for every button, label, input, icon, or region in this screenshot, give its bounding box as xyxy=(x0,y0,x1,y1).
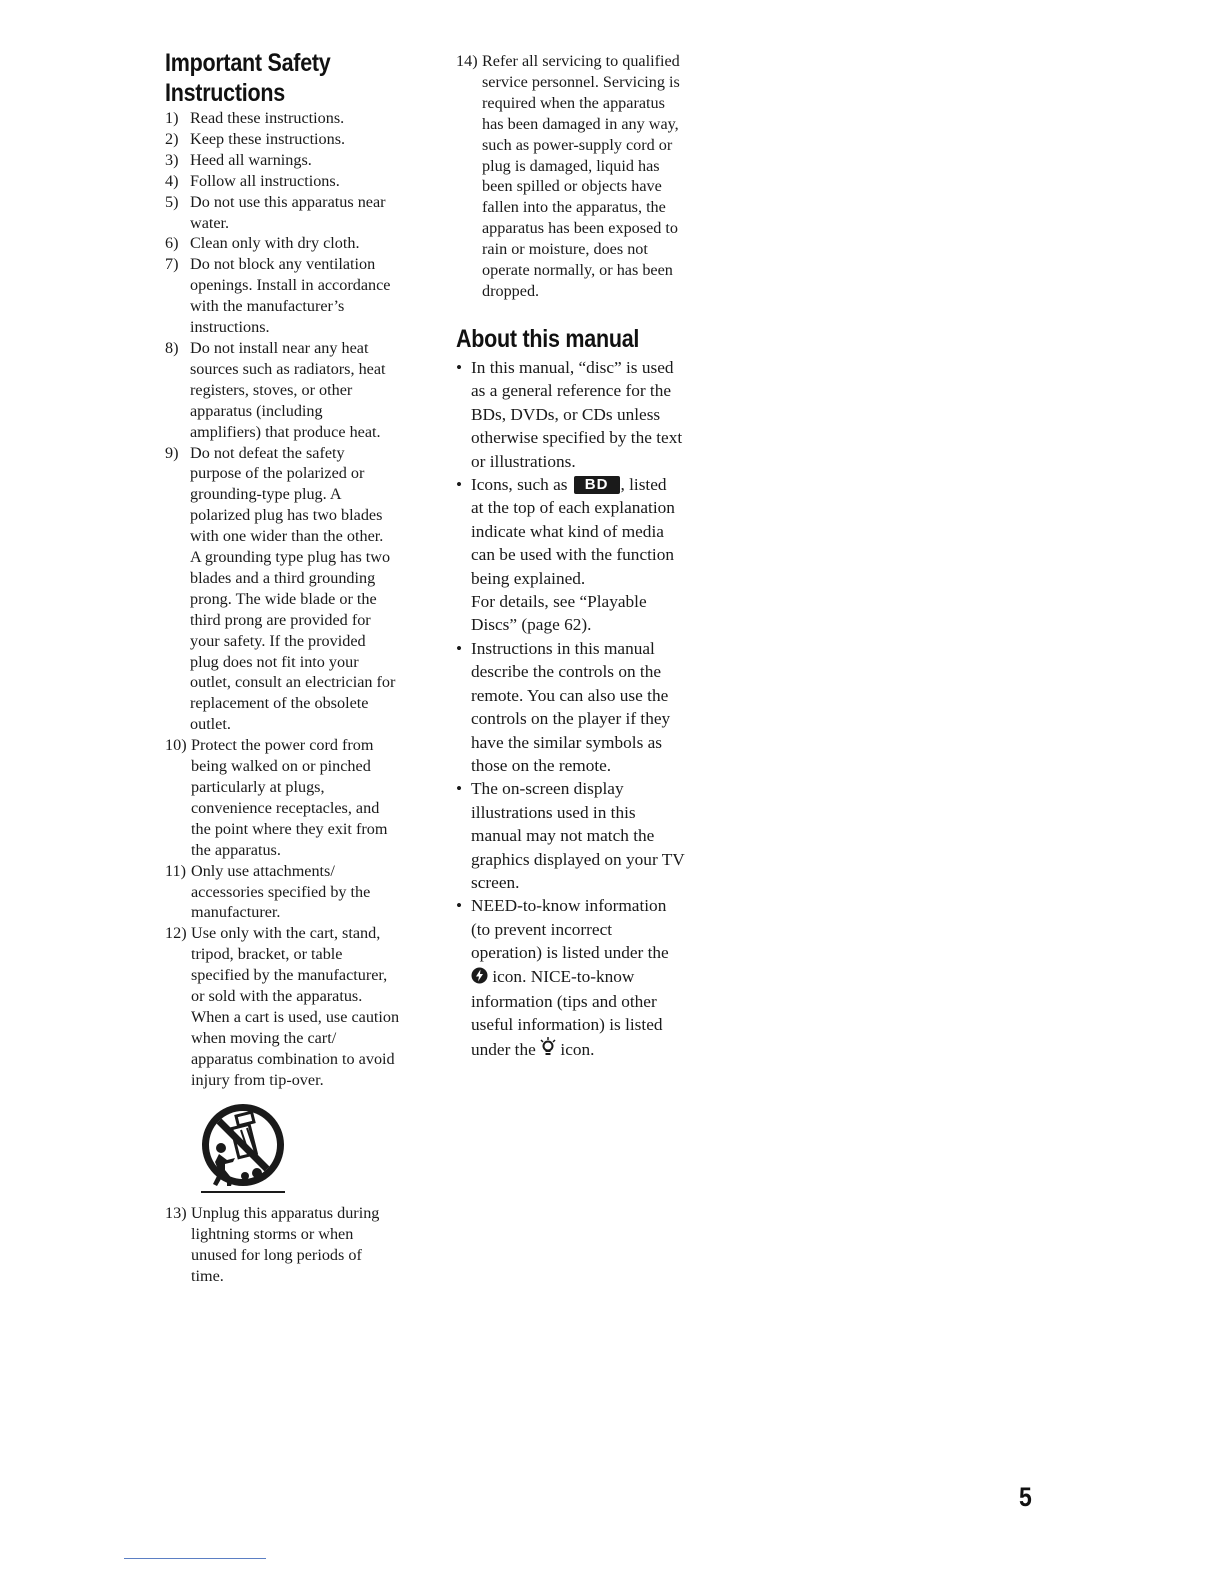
safety-item-1: 1) Read these instructions. xyxy=(165,109,345,127)
footer-rule xyxy=(124,1558,266,1559)
safety-list xyxy=(165,108,399,1091)
safety-item-9: 9) Do not defeat the safety purpose of the polarized or grounding-type plug. A polarized plug has two blades with one wider than the other. A grounding type plug has two blades and a third grounding prong. The wide blade or the third prong are provided for your safety. If the provided plug does not fit into your outlet, consult an electrician for replacement of the obsolete outlet. xyxy=(165,443,396,734)
safety-item-11: 11) Only use attachments/ accessories specified by the manufacturer. xyxy=(165,861,371,922)
about-bullet-1: • In this manual, “disc” is used as a general reference for the BDs, DVDs, or CDs unless otherwise specified by the text or illustrations. xyxy=(456,358,683,471)
about-manual-list xyxy=(456,356,721,1063)
note-icon xyxy=(471,967,488,990)
about-manual-heading: About this manual xyxy=(456,325,640,353)
about-bullet-2: • Icons, such as BD , listed at the top of each explanation indicate what kind of media can be used with the function being explained. For details, see “Playable Discs” (page 62). xyxy=(456,475,675,635)
cart-tip-over-warning-icon xyxy=(197,1100,289,1196)
about-bullet-3: • Instructions in this manual describe the controls on the remote. You can also use the controls on the player if they have the similar symbols as those on the remote. xyxy=(456,638,671,775)
about-bullet-4: • The on-screen display illustrations used in this manual may not match the graphics displayed on your TV screen. xyxy=(456,779,685,892)
safety-item-6: 6) Clean only with dry cloth. xyxy=(165,234,360,253)
safety-item-7: 7) Do not block any ventilation openings. Install in accordance with the manufacturer’s instructions. xyxy=(165,255,391,337)
safety-item-10: 10) Protect the power cord from being walked on or pinched particularly at plugs, convenience receptacles, and the point where they exit from the apparatus. xyxy=(165,736,388,859)
safety-item-13: 13) Unplug this apparatus during lightning storms or when unused for long periods of time. xyxy=(165,1204,380,1285)
safety-list-right xyxy=(456,51,680,302)
safety-item-14: 14) Refer all servicing to qualified service personnel. Servicing is required when the apparatus has been damaged in any way, such as power-supply cord or plug is damaged, liquid has been spilled or objects have fallen into the apparatus, the apparatus has been exposed to rain or moisture, does not operate normally, or has been dropped. xyxy=(456,52,680,300)
tip-lightbulb-icon xyxy=(540,1037,556,1063)
safety-item-12: 12) Use only with the cart, stand, tripod, bracket, or table specified by the manufacturer, or sold with the apparatus. When a cart is used, use caution when moving the cart/ apparatus combination to avoid injury from tip-over. xyxy=(165,924,400,1089)
bd-media-icon: BD xyxy=(574,476,621,494)
safety-item-4: 4) Follow all instructions. xyxy=(165,171,340,190)
safety-item-8: 8) Do not install near any heat sources such as radiators, heat registers, stoves, or other apparatus (including amplifiers) that produce heat. xyxy=(165,338,386,441)
about-bullet-5: • NEED-to-know information (to prevent incorrect operation) is listed under the icon. NICE-to-know information (tips and other useful information) is listed under the icon. xyxy=(456,894,721,1063)
safety-item-3: 3) Heed all warnings. xyxy=(165,150,312,169)
page-number: 5 xyxy=(1019,1482,1032,1512)
safety-heading-line2: Instructions xyxy=(165,79,285,107)
safety-heading-line1: Important Safety xyxy=(165,49,331,77)
safety-item-2: 2) Keep these instructions. xyxy=(165,129,346,148)
safety-item-5: 5) Do not use this apparatus near water. xyxy=(165,192,386,232)
safety-list-continued xyxy=(165,1203,379,1287)
safety-heading xyxy=(165,48,423,108)
